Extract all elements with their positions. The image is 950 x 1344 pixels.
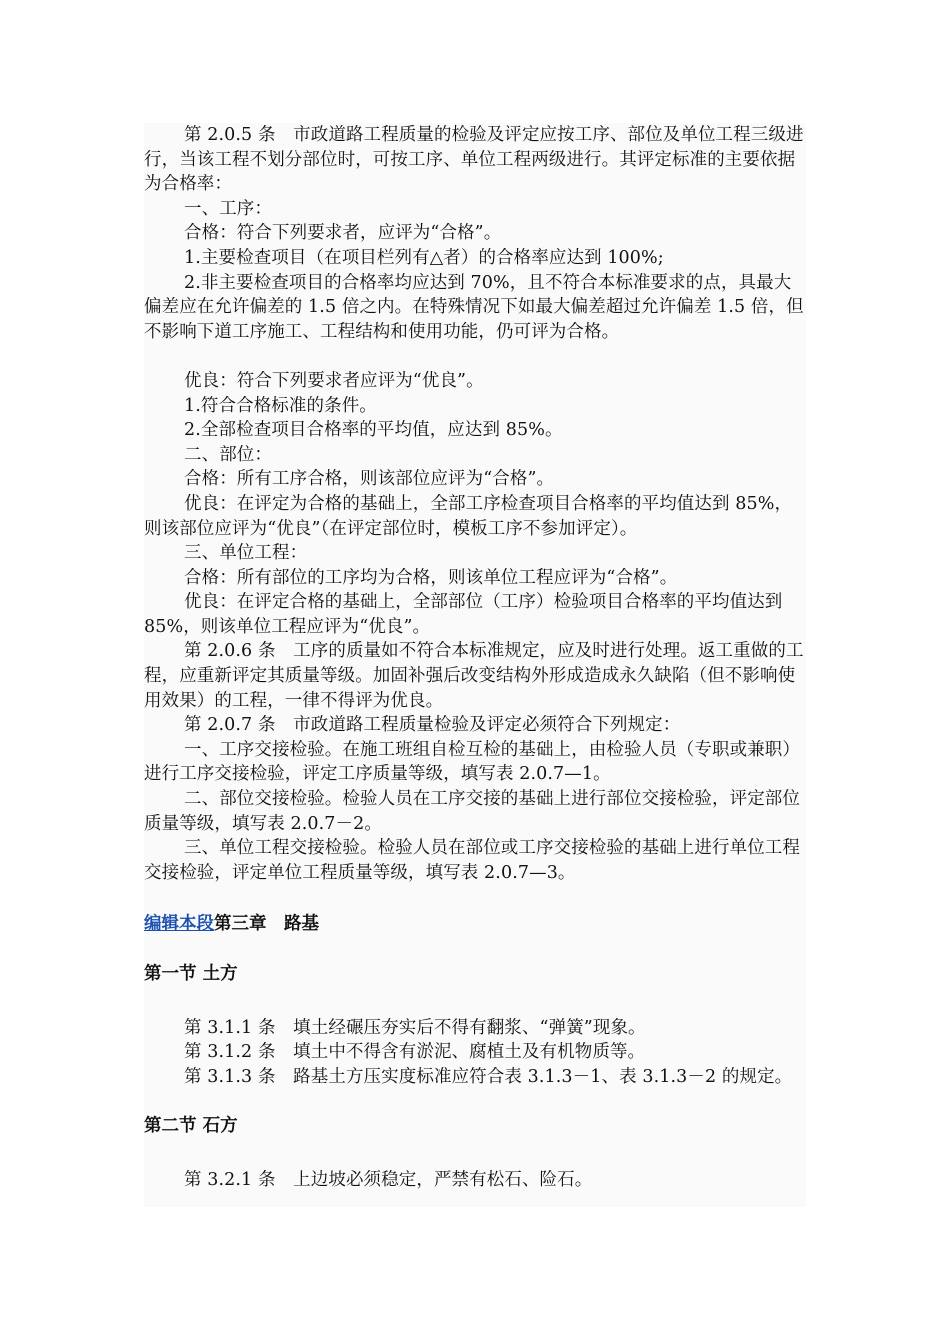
article-3-2-1: 第 3.2.1 条 上边坡必须稳定，严禁有松石、险石。 xyxy=(184,1169,593,1190)
article-2-0-7-item-3: 三、单位工程交接检验。检验人员在部位或工序交接检验的基础上进行单位工程交接检验，评定单位工程质量等级，填写表 2.0.7—3。 xyxy=(144,838,800,883)
chapter-3-heading xyxy=(144,912,806,937)
section-gap xyxy=(144,885,806,912)
part-pass-criteria: 合格：所有工序合格，则该部位应评为“合格”。 xyxy=(184,469,555,490)
item-unit-heading: 三、单位工程： xyxy=(184,543,308,564)
process-pass-criteria: 合格：符合下列要求者，应评为“合格”。 xyxy=(184,223,502,244)
article-2-0-7: 第 2.0.7 条 市政道路工程质量检验及评定必须符合下列规定： xyxy=(184,715,681,736)
unit-excellent-criteria: 优良：在评定合格的基础上，全部部位（工序）检验项目合格率的平均值达到 85%，则该单位工程应评为“优良”。 xyxy=(144,592,783,637)
paragraph-gap xyxy=(144,344,806,369)
process-pass-item-2: 2.非主要检查项目的合格率均应达到 70%，且不符合本标准要求的点，具最大偏差应在允许偏差的 1.5 倍之内。在特殊情况下如最大偏差超过允许偏差 1.5 倍，但不影响下道工序施工、工程结构和使用功能，仍可评为合格。 xyxy=(144,272,804,342)
unit-pass-criteria: 合格：所有部位的工序均为合格，则该单位工程应评为“合格”。 xyxy=(184,567,678,588)
item-process-heading: 一、工序： xyxy=(184,198,272,219)
section-gap xyxy=(144,987,806,1016)
article-3-1-3: 第 3.1.3 条 路基土方压实度标准应符合表 3.1.3－1、表 3.1.3－2 的规定。 xyxy=(184,1066,793,1087)
edit-section-link[interactable]: 编辑本段 xyxy=(144,914,214,935)
process-excellent-item-2: 2.全部检查项目合格率的平均值，应达到 85%。 xyxy=(184,420,563,441)
section-gap xyxy=(144,1089,806,1114)
process-excellent-criteria: 优良：符合下列要求者应评为“优良”。 xyxy=(184,370,484,391)
process-pass-item-1: 1.主要检查项目（在项目栏列有△者）的合格率应达到 100%; xyxy=(184,247,664,268)
article-3-1-1: 第 3.1.1 条 填土经碾压夯实后不得有翻浆、“弹簧”现象。 xyxy=(184,1017,646,1038)
article-2-0-6: 第 2.0.6 条 工序的质量如不符合本标准规定，应及时进行处理。返工重做的工程，应重新评定其质量等级。加固补强后改变结构外形成造成永久缺陷（但不影响使用效果）的工程，一律不得评为优良。 xyxy=(144,641,804,711)
document-page xyxy=(144,123,806,1207)
process-excellent-item-1: 1.符合合格标准的条件。 xyxy=(184,395,377,416)
article-3-1-2: 第 3.1.2 条 填土中不得含有淤泥、腐植土及有机物质等。 xyxy=(184,1042,646,1063)
section-gap xyxy=(144,1139,806,1168)
item-part-heading: 二、部位： xyxy=(184,444,272,465)
section-1-title: 第一节 土方 xyxy=(144,964,238,984)
chapter-3-title: 第三章 路基 xyxy=(214,914,319,935)
article-2-0-5: 第 2.0.5 条 市政道路工程质量的检验及评定应按工序、部位及单位工程三级进行，当该工程不划分部位时，可按工序、单位工程两级进行。其评定标准的主要依据为合格率： xyxy=(144,125,804,195)
part-excellent-criteria: 优良：在评定为合格的基础上，全部工序检查项目合格率的平均值达到 85%，则该部位应评为“优良”（在评定部位时，模板工序不参加评定）。 xyxy=(144,493,793,539)
article-2-0-7-item-1: 一、工序交接检验。在施工班组自检互检的基础上，由检验人员（专职或兼职）进行工序交接检验，评定工序质量等级，填写表 2.0.7—1。 xyxy=(144,739,800,785)
article-2-0-7-item-2: 二、部位交接检验。检验人员在工序交接的基础上进行部位交接检验，评定部位质量等级，填写表 2.0.7－2。 xyxy=(144,789,800,834)
section-gap xyxy=(144,937,806,962)
section-2-title: 第二节 石方 xyxy=(144,1116,238,1137)
